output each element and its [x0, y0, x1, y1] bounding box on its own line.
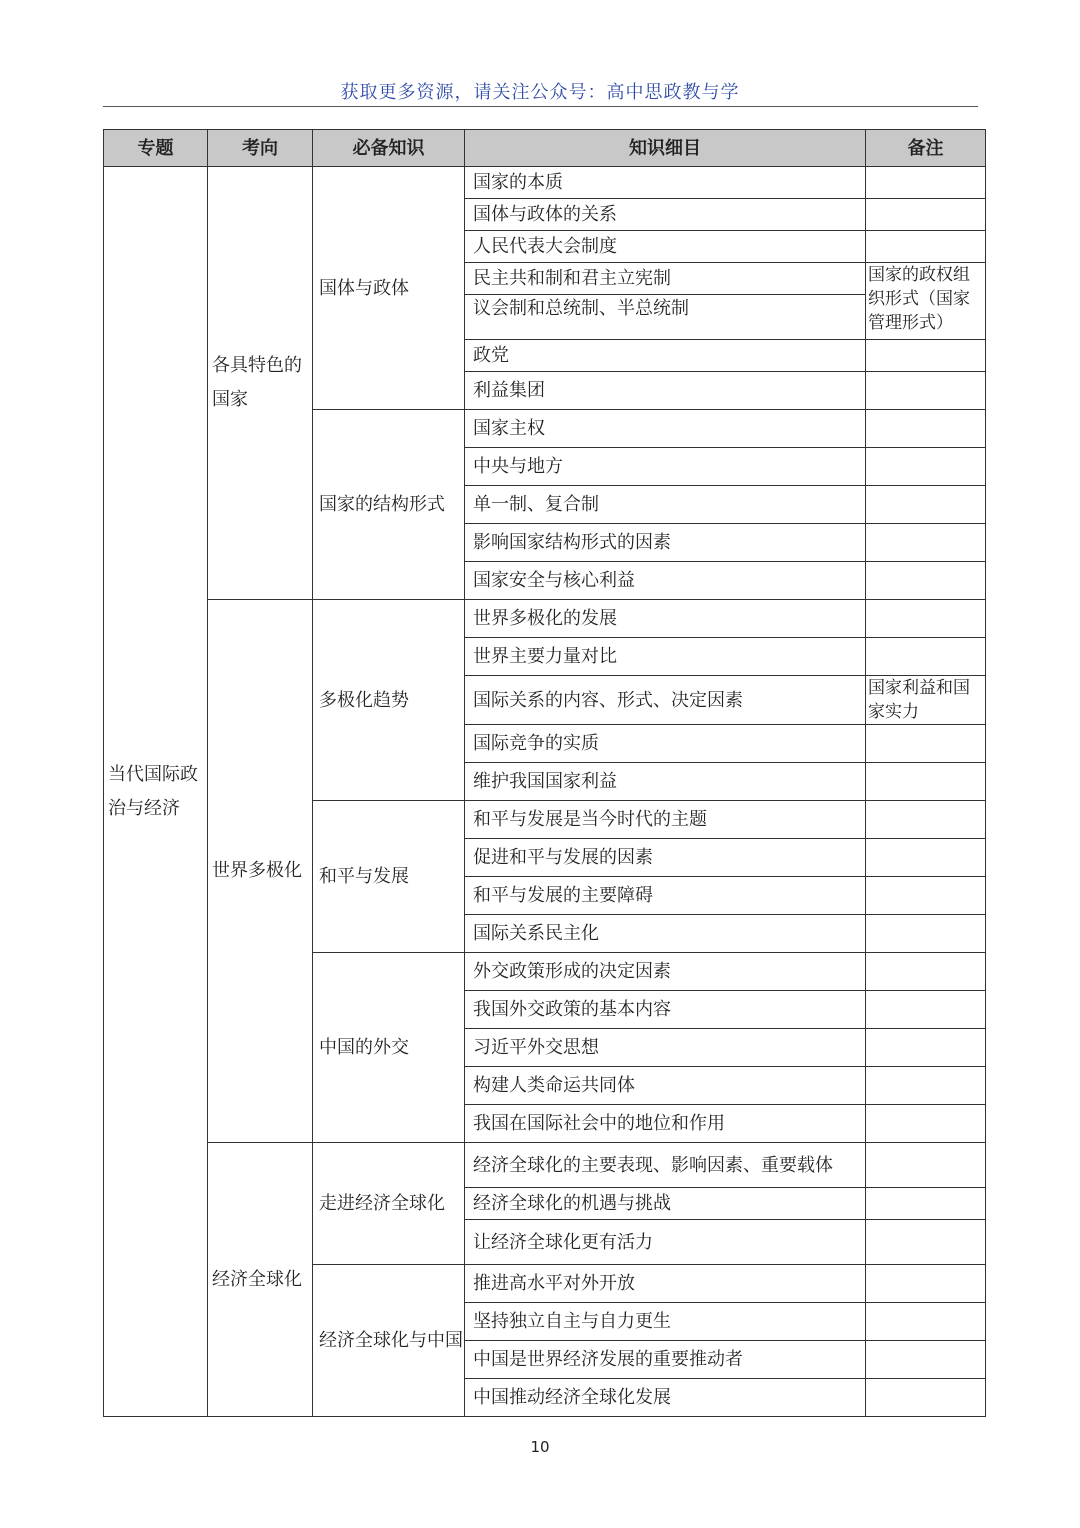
page-header: 获取更多资源，请关注公众号：高中思政教与学	[340, 82, 740, 103]
note-cell	[866, 486, 986, 524]
detail-cell: 让经济全球化更有活力	[465, 1220, 866, 1265]
col-header-knowledge: 必备知识	[313, 130, 465, 167]
note-cell-national-interest: 国家利益和国家实力	[866, 676, 986, 725]
topic-cell: 当代国际政治与经济	[104, 167, 208, 1417]
note-cell	[866, 231, 986, 263]
detail-cell: 影响国家结构形式的因素	[465, 524, 866, 562]
detail-cell: 国体与政体的关系	[465, 199, 866, 231]
knowledge-cell: 经济全球化与中国	[313, 1265, 465, 1417]
detail-cell: 坚持独立自主与自力更生	[465, 1303, 866, 1341]
col-header-note: 备注	[866, 130, 986, 167]
detail-cell: 政党	[465, 340, 866, 372]
knowledge-cell: 国家的结构形式	[313, 410, 465, 600]
note-cell	[866, 562, 986, 600]
note-cell	[866, 1303, 986, 1341]
detail-cell: 国家安全与核心利益	[465, 562, 866, 600]
note-cell	[866, 1067, 986, 1105]
note-cell	[866, 638, 986, 676]
detail-cell: 促进和平与发展的因素	[465, 839, 866, 877]
note-cell	[866, 1105, 986, 1143]
detail-cell: 中国推动经济全球化发展	[465, 1379, 866, 1417]
note-cell	[866, 953, 986, 991]
col-header-direction: 考向	[208, 130, 313, 167]
detail-cell: 国家主权	[465, 410, 866, 448]
note-cell	[866, 1265, 986, 1303]
note-cell	[866, 340, 986, 372]
detail-cell: 我国在国际社会中的地位和作用	[465, 1105, 866, 1143]
note-cell	[866, 1220, 986, 1265]
detail-cell: 世界多极化的发展	[465, 600, 866, 638]
note-cell	[866, 801, 986, 839]
direction-cell: 经济全球化	[208, 1143, 313, 1417]
note-cell	[866, 410, 986, 448]
note-cell	[866, 877, 986, 915]
knowledge-cell: 走进经济全球化	[313, 1143, 465, 1265]
col-header-topic: 专题	[104, 130, 208, 167]
detail-cell: 议会制和总统制、半总统制	[465, 295, 866, 340]
detail-cell: 和平与发展的主要障碍	[465, 877, 866, 915]
note-cell	[866, 1188, 986, 1220]
detail-cell: 利益集团	[465, 372, 866, 410]
knowledge-cell: 和平与发展	[313, 801, 465, 953]
note-cell	[866, 524, 986, 562]
table-header-row	[104, 130, 986, 167]
detail-cell: 人民代表大会制度	[465, 231, 866, 263]
knowledge-cell: 多极化趋势	[313, 600, 465, 801]
detail-cell: 国际关系的内容、形式、决定因素	[465, 676, 866, 725]
detail-cell: 民主共和制和君主立宪制	[465, 263, 866, 295]
detail-cell: 构建人类命运共同体	[465, 1067, 866, 1105]
knowledge-cell: 中国的外交	[313, 953, 465, 1143]
detail-cell: 维护我国国家利益	[465, 763, 866, 801]
detail-cell: 世界主要力量对比	[465, 638, 866, 676]
note-cell	[866, 1143, 986, 1188]
detail-cell: 推进高水平对外开放	[465, 1265, 866, 1303]
note-cell	[866, 1341, 986, 1379]
note-cell	[866, 839, 986, 877]
col-header-detail: 知识细目	[465, 130, 866, 167]
page-number: 10	[530, 1438, 550, 1456]
knowledge-table	[103, 129, 986, 1417]
note-cell	[866, 372, 986, 410]
note-cell	[866, 167, 986, 199]
header-divider	[103, 106, 978, 107]
note-cell	[866, 763, 986, 801]
note-cell	[866, 725, 986, 763]
note-cell	[866, 991, 986, 1029]
detail-cell: 和平与发展是当今时代的主题	[465, 801, 866, 839]
detail-cell: 经济全球化的机遇与挑战	[465, 1188, 866, 1220]
direction-cell: 世界多极化	[208, 600, 313, 1143]
note-cell	[866, 1379, 986, 1417]
table-row	[104, 1143, 986, 1188]
table-row	[104, 600, 986, 638]
detail-cell: 中国是世界经济发展的重要推动者	[465, 1341, 866, 1379]
note-cell	[866, 600, 986, 638]
note-cell	[866, 199, 986, 231]
detail-cell: 我国外交政策的基本内容	[465, 991, 866, 1029]
detail-cell: 习近平外交思想	[465, 1029, 866, 1067]
note-cell-state-power: 国家的政权组织形式（国家管理形式）	[866, 263, 986, 340]
detail-cell: 外交政策形成的决定因素	[465, 953, 866, 991]
note-cell	[866, 448, 986, 486]
detail-cell: 中央与地方	[465, 448, 866, 486]
detail-cell: 国际关系民主化	[465, 915, 866, 953]
detail-cell: 国家的本质	[465, 167, 866, 199]
detail-cell: 单一制、复合制	[465, 486, 866, 524]
table-row	[104, 167, 986, 199]
detail-cell: 国际竞争的实质	[465, 725, 866, 763]
note-cell	[866, 915, 986, 953]
note-cell	[866, 1029, 986, 1067]
direction-cell: 各具特色的国家	[208, 167, 313, 600]
detail-cell: 经济全球化的主要表现、影响因素、重要载体	[465, 1143, 866, 1188]
knowledge-cell: 国体与政体	[313, 167, 465, 410]
